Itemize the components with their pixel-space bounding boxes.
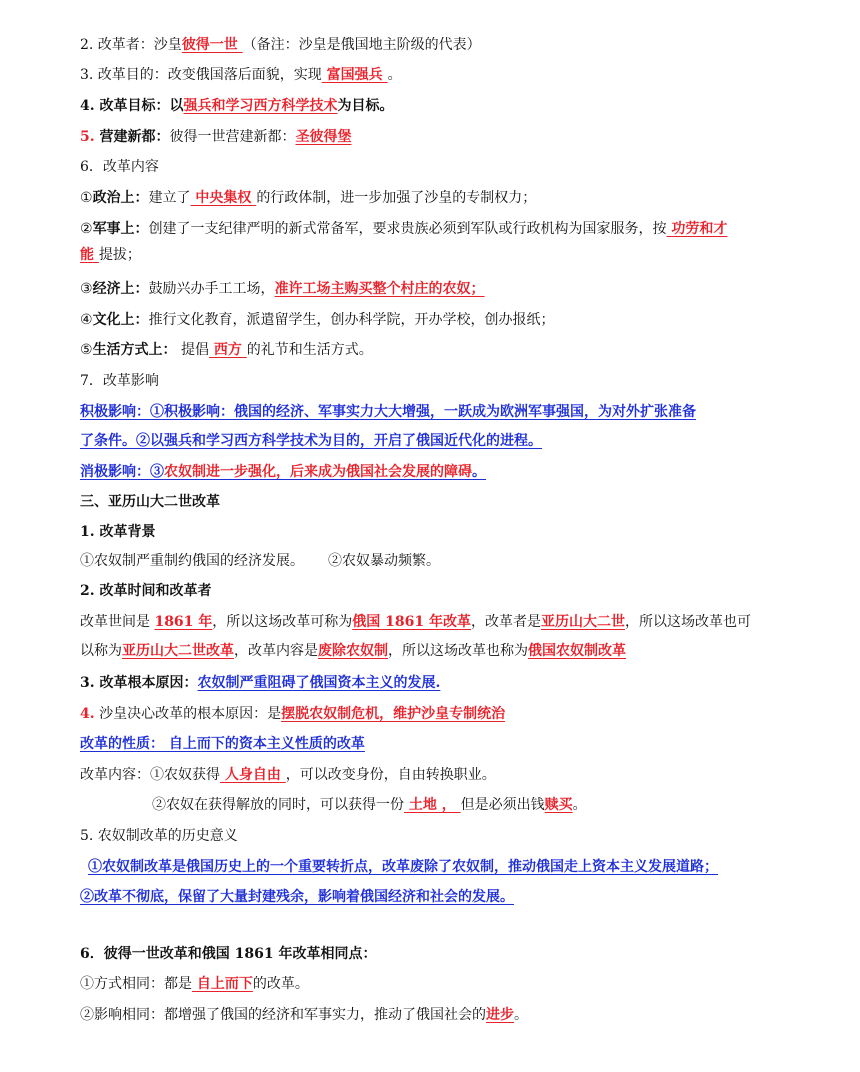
heading-similarities: 6．彼得一世改革和俄国 1861 年改革相同点：	[80, 946, 377, 962]
heading-significance: 5. 农奴制改革的历史意义	[80, 828, 238, 844]
line-tsar-reason: 4. 沙皇决心改革的根本原因：是摆脱农奴制危机，维护沙皇专制统治	[80, 706, 506, 722]
answer-petersburg: 圣彼得堡	[295, 129, 352, 145]
answer-west: 西方	[209, 342, 247, 358]
answer-centralization: 中央集权	[190, 190, 257, 206]
line-negative: 消极影响：③农奴制进一步强化，后来成为俄国社会发展的障碍。	[80, 464, 486, 480]
line-root-cause: 3. 改革根本原因：农奴制严重阻碍了俄国资本主义的发展.	[80, 675, 441, 691]
answer-serfs: 准许工场主购买整个村庄的农奴；	[274, 281, 485, 297]
line-time-1: 改革世间是 1861 年，所以这场改革可称为俄国 1861 年改革，改革者是亚历山大二世，所以这场改革也可	[80, 614, 752, 630]
line-significance-1: ①农奴制改革是俄国历史上的一个重要转折点，改革废除了农奴制，推动俄国走上资本主义发展道路；	[88, 859, 718, 875]
line-culture: ④文化上：推行文化教育，派遣留学生，创办科学院，开办学校，创办报纸；	[80, 312, 555, 328]
answer-peter: 彼得一世	[181, 37, 243, 53]
line-lifestyle: ⑤生活方式上： 提倡 西方 的礼节和生活方式。	[80, 342, 373, 358]
heading-background: 1. 改革背景	[80, 524, 156, 540]
answer-strong: 富国强兵	[321, 67, 388, 83]
line-positive-2: 了条件。②以强兵和学习西方科学技术为目的，开启了俄国近代化的进程。	[80, 433, 542, 449]
line-military: ②军事上：创建了一支纪律严明的新式常备军，要求贵族必须到军队或行政机构为国家服务，按 功劳和才	[80, 221, 728, 237]
line-reform-content-1: 改革内容：①农奴获得 人身自由 ，可以改变身份，自由转换职业。	[80, 767, 496, 783]
line-similar-impact: ②影响相同：都增强了俄国的经济和军事实力，推动了俄国社会的进步。	[80, 1007, 528, 1023]
line-politics: ①政治上：建立了 中央集权 的行政体制，进一步加强了沙皇的专制权力；	[80, 190, 537, 206]
line-goal: 4. 改革目标：以强兵和学习西方科学技术为目标。	[80, 98, 394, 114]
line-economy: ③经济上：鼓励兴办手工工场，准许工场主购买整个村庄的农奴；	[80, 281, 485, 297]
line-reform-content-2: ②农奴在获得解放的同时，可以获得一份 土地 ， 但是必须出钱赎买。	[152, 797, 587, 813]
answer-merit: 功劳和才	[666, 221, 728, 237]
line-positive-1: 积极影响：①积极影响：俄国的经济、军事实力大大增强，一跃成为欧洲军事强国，为对外扩张准备	[80, 404, 696, 420]
heading-impact: 7．改革影响	[80, 373, 159, 389]
line-military-cont: 能 提拔；	[80, 247, 141, 263]
line-significance-2: ②改革不彻底，保留了大量封建残余，影响着俄国经济和社会的发展。	[80, 889, 514, 905]
line-capital: 5. 营建新都：彼得一世营建新都：圣彼得堡	[80, 129, 352, 145]
line-similar-method: ①方式相同：都是 自上而下的改革。	[80, 976, 309, 992]
heading-content: 6．改革内容	[80, 159, 159, 175]
line-purpose: 3. 改革目的：改变俄国落后面貌，实现 富国强兵 。	[80, 67, 402, 83]
line-nature: 改革的性质： 自上而下的资本主义性质的改革	[80, 736, 365, 752]
line-background: ①农奴制严重制约俄国的经济发展。 ②农奴暴动频繁。	[80, 553, 440, 569]
answer-goal: 强兵和学习西方科学技术	[183, 98, 338, 114]
line-time-2: 以称为亚历山大二世改革，改革内容是废除农奴制，所以这场改革也称为俄国农奴制改革	[80, 643, 626, 659]
heading-alexander: 三、亚历山大二世改革	[80, 494, 220, 510]
line-reformer: 2. 改革者：沙皇彼得一世 （备注：沙皇是俄国地主阶级的代表）	[80, 37, 481, 53]
heading-time: 2. 改革时间和改革者	[80, 583, 212, 599]
